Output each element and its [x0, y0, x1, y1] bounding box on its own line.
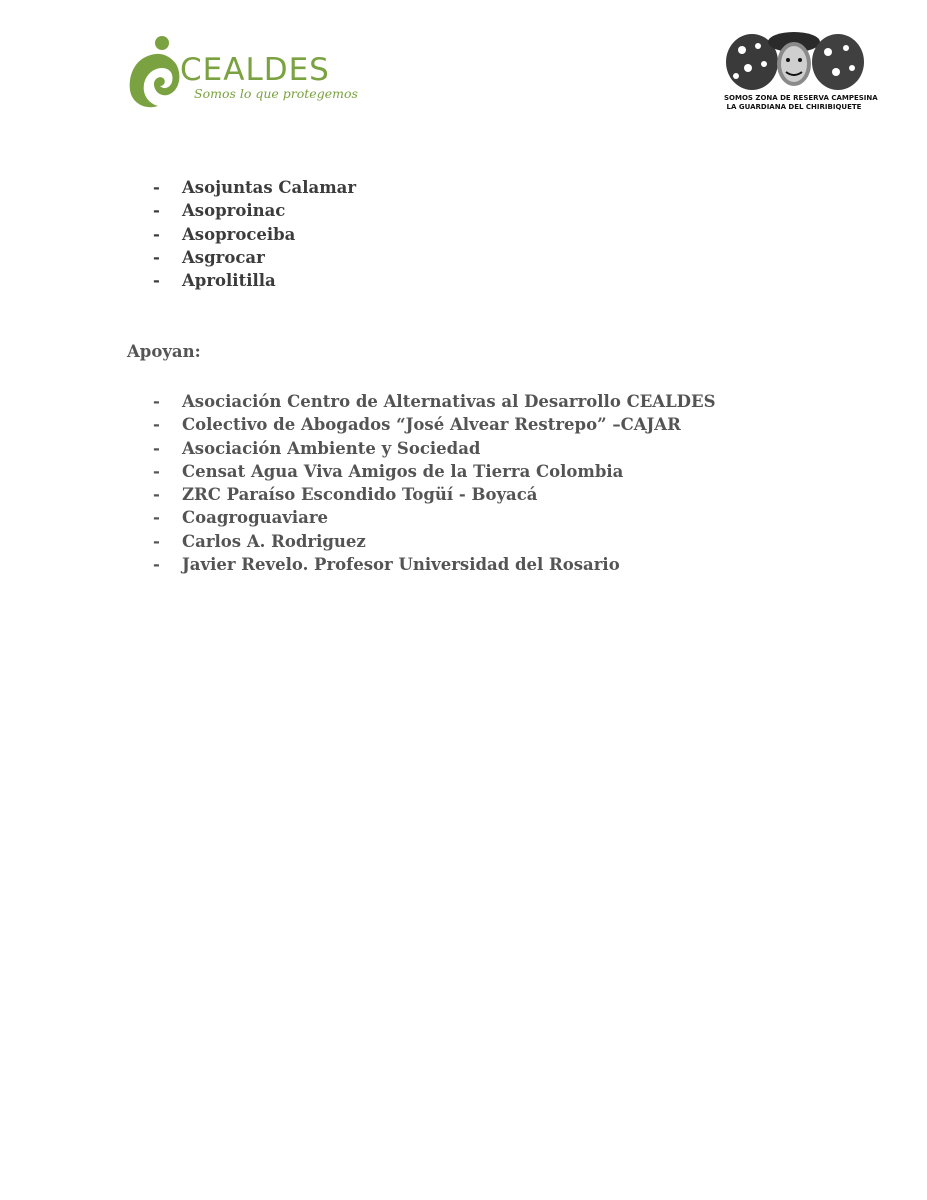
list-item: - Censat Agua Viva Amigos de la Tierra Colombia	[153, 461, 624, 481]
list-item: - Asociación Centro de Alternativas al Desarrollo CEALDES	[153, 392, 716, 411]
list-item: - Carlos A. Rodriguez	[153, 531, 366, 551]
zrc-caption-line-1: SOMOS ZONA DE RESERVA CAMPESINA	[724, 94, 878, 102]
list-item: - Asoproinac	[153, 201, 286, 221]
members-list	[153, 176, 356, 292]
zrc-guardiana-logo	[724, 28, 878, 118]
list-item: - Asoproceiba	[153, 224, 296, 244]
list-item: - Asociación Ambiente y Sociedad	[153, 438, 481, 458]
zrc-logo-caption	[724, 94, 878, 112]
cealdes-tagline: Somos lo que protegemos	[194, 86, 358, 101]
list-item: - Asojuntas Calamar	[153, 178, 357, 197]
cealdes-logo	[126, 34, 358, 114]
list-item: - Coagroguaviare	[153, 508, 329, 528]
list-item: - Aprolitilla	[153, 271, 276, 291]
support-list	[153, 390, 716, 576]
list-item: - Javier Revelo. Profesor Universidad del Rosario	[153, 555, 620, 575]
cealdes-brand-name: CEALDES	[180, 52, 330, 88]
cealdes-emblem-icon	[126, 34, 186, 114]
jaguar-and-farmer-icon	[724, 28, 864, 92]
support-heading: Apoyan:	[127, 342, 201, 361]
list-item: - ZRC Paraíso Escondido Togüí - Boyacá	[153, 485, 538, 505]
list-item: - Asgrocar	[153, 247, 265, 267]
zrc-caption-line-2: LA GUARDIANA DEL CHIRIBIQUETE	[726, 103, 862, 111]
list-item: - Colectivo de Abogados “José Alvear Restrepo” –CAJAR	[153, 415, 681, 435]
